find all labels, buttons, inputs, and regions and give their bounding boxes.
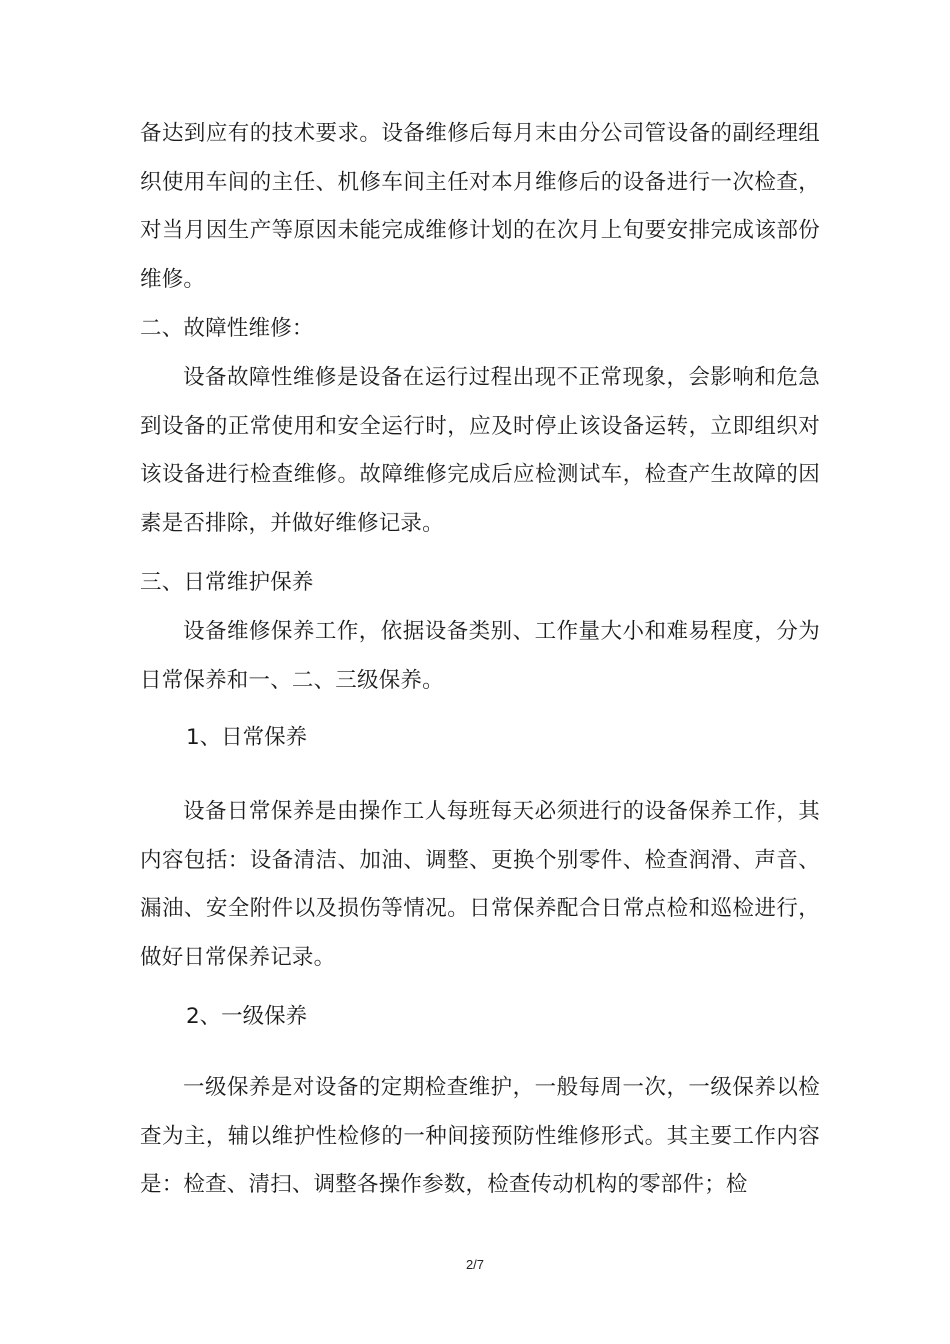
section-heading-fault-repair: 二、故障性维修： bbox=[140, 316, 314, 341]
paragraph-daily-care: 设备日常保养是由操作工人每班每天必须进行的设备保养工作，其内容包括：设备清洁、加油、调整、更换个别零件、检查润滑、声音、漏油、安全附件以及损伤等情况。日常保养配合日常点检和巡检进行，做好日常保养记录。 bbox=[140, 799, 820, 971]
subheading-daily-care: 1、日常保养 bbox=[186, 725, 308, 750]
page-number: 2/7 bbox=[465, 1257, 485, 1272]
subheading-level-one: 2、一级保养 bbox=[186, 1004, 308, 1029]
paragraph-maintenance-levels: 设备维修保养工作，依据设备类别、工作量大小和难易程度，分为日常保养和一、二、三级保养。 bbox=[140, 619, 820, 693]
section-heading-daily-maintenance: 三、日常维护保养 bbox=[140, 570, 314, 595]
paragraph-continuation: 备达到应有的技术要求。设备维修后每月末由分公司管设备的副经理组织使用车间的主任、机修车间主任对本月维修后的设备进行一次检查，对当月因生产等原因未能完成维修计划的在次月上旬要安排完成该部份维修。 bbox=[140, 121, 820, 293]
paragraph-fault-repair: 设备故障性维修是设备在运行过程出现不正常现象，会影响和危急到设备的正常使用和安全运行时，应及时停止该设备运转，立即组织对该设备进行检查维修。故障维修完成后应检测试车，检查产生故障的因素是否排除，并做好维修记录。 bbox=[140, 365, 820, 537]
paragraph-level-one: 一级保养是对设备的定期检查维护，一般每周一次，一级保养以检查为主，辅以维护性检修的一种间接预防性维修形式。其主要工作内容是：检查、清扫、调整各操作参数，检查传动机构的零部件；检 bbox=[140, 1075, 820, 1198]
